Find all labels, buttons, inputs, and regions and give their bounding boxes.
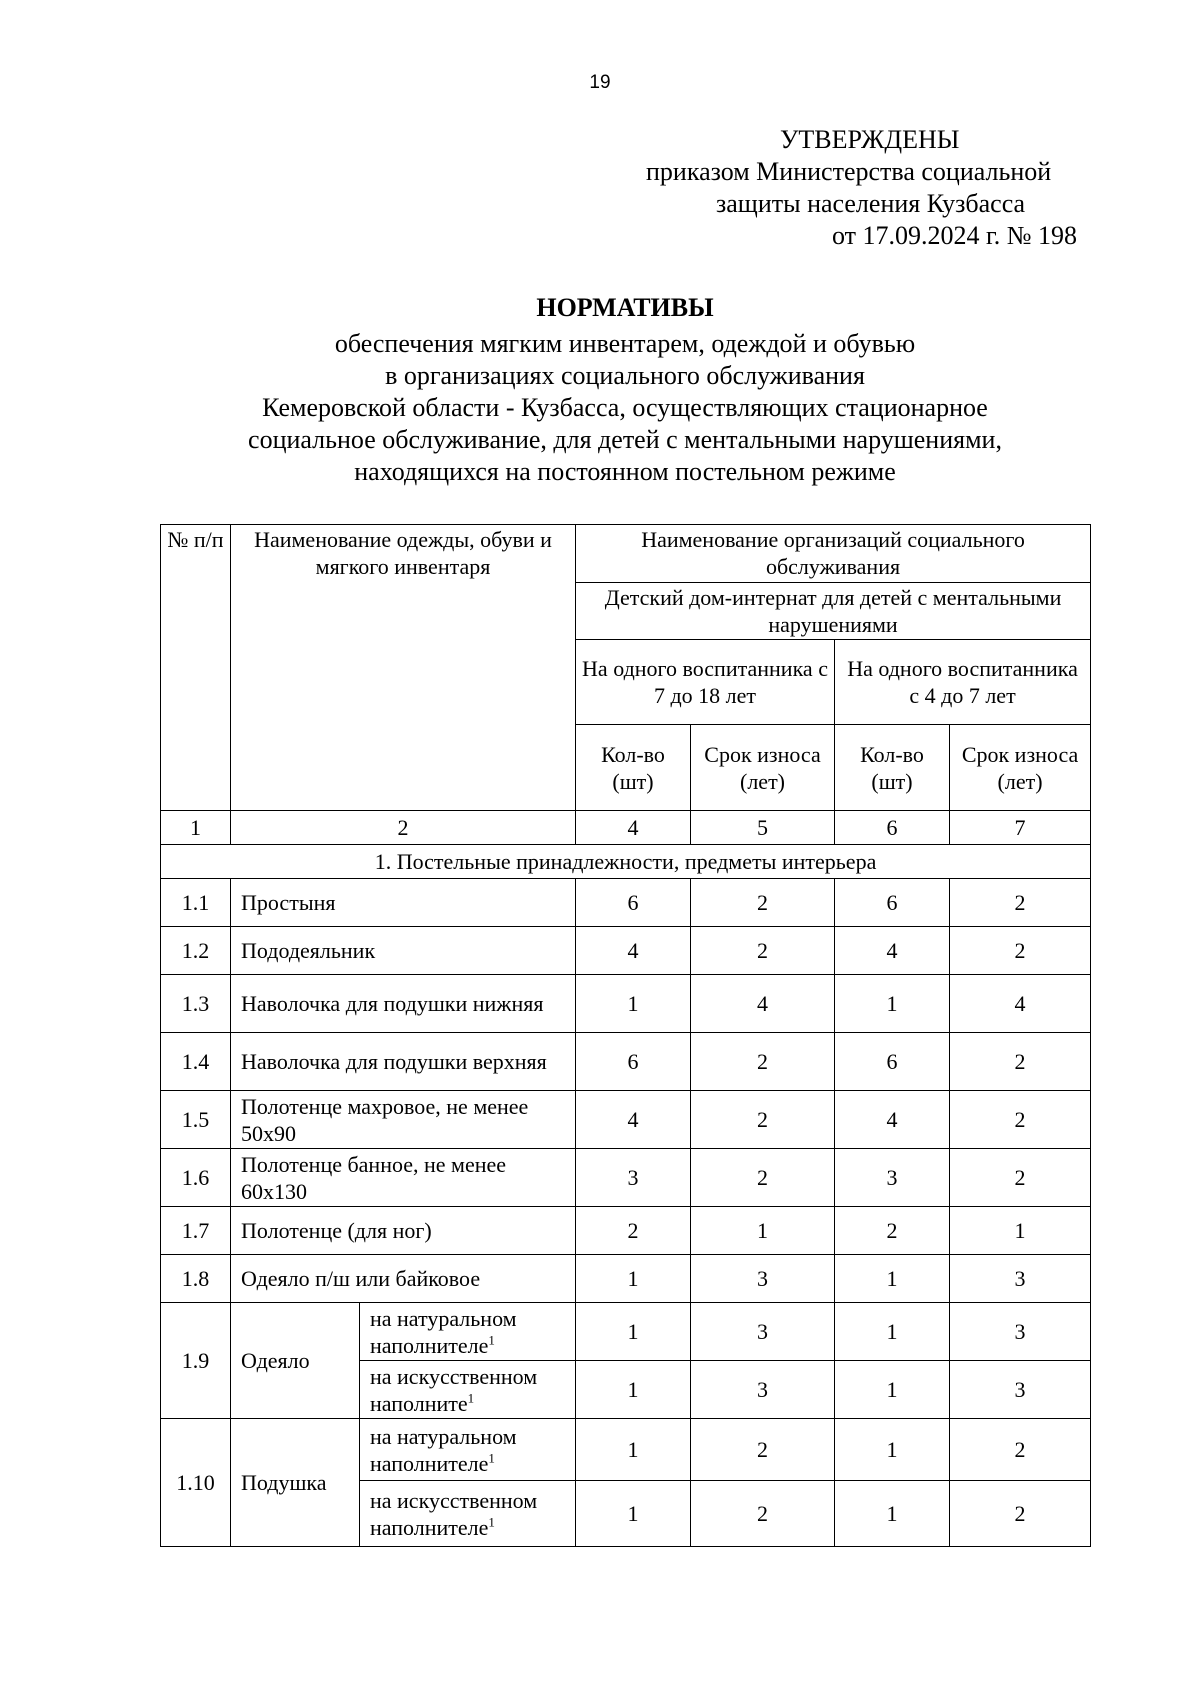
row-value: 3 xyxy=(691,1361,835,1419)
row-subname-text: на искусственном наполнителе xyxy=(370,1487,538,1540)
title-line-3: Кемеровской области - Кузбасса, осуществляющих стационарное xyxy=(262,393,988,422)
row-subname-text: на натуральном наполнителе xyxy=(370,1423,517,1476)
row-value: 4 xyxy=(576,927,691,975)
row-value: 2 xyxy=(950,1419,1091,1481)
row-value: 3 xyxy=(691,1303,835,1361)
table-row xyxy=(161,1303,1091,1361)
row-value: 3 xyxy=(691,1255,835,1303)
title-line-5: находящихся на постоянном постельном режиме xyxy=(354,457,896,486)
row-value: 1 xyxy=(950,1207,1091,1255)
row-value: 3 xyxy=(950,1255,1091,1303)
row-value: 2 xyxy=(691,1149,835,1207)
row-value: 4 xyxy=(950,975,1091,1033)
approval-line-2: приказом Министерства социальной xyxy=(646,157,1052,186)
row-value: 1 xyxy=(576,1361,691,1419)
col-number: 1 xyxy=(161,811,231,845)
row-value: 6 xyxy=(576,879,691,927)
row-value: 2 xyxy=(691,1091,835,1149)
row-value: 1 xyxy=(835,975,950,1033)
row-name: Полотенце (для ног) xyxy=(231,1207,576,1255)
title-line-1: обеспечения мягким инвентарем, одеждой и обувью xyxy=(334,329,916,358)
row-value: 1 xyxy=(835,1361,950,1419)
footnote-mark: 1 xyxy=(488,1450,495,1466)
header-wear-1: Срок износа (лет) xyxy=(691,725,835,811)
row-name: Пододеяльник xyxy=(231,927,576,975)
row-subname-text: на искусственном наполните xyxy=(370,1363,538,1416)
row-name: Одеяло п/ш или байковое xyxy=(231,1255,576,1303)
row-name: Одеяло xyxy=(231,1303,360,1419)
table-row xyxy=(161,975,1091,1033)
row-subname xyxy=(360,1303,576,1361)
row-num: 1.6 xyxy=(161,1149,231,1207)
row-value: 1 xyxy=(576,1419,691,1481)
col-number: 4 xyxy=(576,811,691,845)
row-value: 1 xyxy=(691,1207,835,1255)
row-name: Полотенце банное, не менее 60х130 xyxy=(231,1149,576,1207)
row-num: 1.3 xyxy=(161,975,231,1033)
col-number: 6 xyxy=(835,811,950,845)
col-number: 2 xyxy=(231,811,576,845)
row-value: 2 xyxy=(950,879,1091,927)
row-value: 2 xyxy=(950,1091,1091,1149)
col-number: 5 xyxy=(691,811,835,845)
row-value: 2 xyxy=(691,1033,835,1091)
norms-table xyxy=(160,524,1091,1547)
table-row xyxy=(161,927,1091,975)
row-value: 2 xyxy=(691,1419,835,1481)
row-value: 2 xyxy=(835,1207,950,1255)
row-name: Наволочка для подушки верхняя xyxy=(231,1033,576,1091)
row-value: 3 xyxy=(950,1303,1091,1361)
row-num: 1.5 xyxy=(161,1091,231,1149)
row-value: 6 xyxy=(835,1033,950,1091)
row-value: 3 xyxy=(835,1149,950,1207)
row-num: 1.2 xyxy=(161,927,231,975)
approval-line-4: от 17.09.2024 г. № 198 xyxy=(832,221,1078,250)
row-value: 2 xyxy=(950,927,1091,975)
row-value: 2 xyxy=(691,1481,835,1547)
row-value: 6 xyxy=(576,1033,691,1091)
table-row xyxy=(161,1033,1091,1091)
row-value: 4 xyxy=(835,927,950,975)
approval-line-1: УТВЕРЖДЕНЫ xyxy=(780,125,960,154)
title-line-4: социальное обслуживание, для детей с ментальными нарушениями, xyxy=(248,425,1002,454)
row-value: 2 xyxy=(950,1149,1091,1207)
row-name: Полотенце махровое, не менее 50х90 xyxy=(231,1091,576,1149)
row-num: 1.10 xyxy=(161,1419,231,1547)
row-value: 2 xyxy=(576,1207,691,1255)
row-value: 1 xyxy=(835,1303,950,1361)
header-group-7-18: На одного воспитанника с 7 до 18 лет xyxy=(576,640,835,725)
row-num: 1.1 xyxy=(161,879,231,927)
header-qty-2: Кол-во (шт) xyxy=(835,725,950,811)
row-subname xyxy=(360,1361,576,1419)
header-name: Наименование одежды, обуви и мягкого инвентаря xyxy=(231,525,576,811)
main-title: НОРМАТИВЫ xyxy=(536,293,714,322)
row-value: 2 xyxy=(950,1033,1091,1091)
row-value: 3 xyxy=(576,1149,691,1207)
row-subname xyxy=(360,1419,576,1481)
row-name: Наволочка для подушки нижняя xyxy=(231,975,576,1033)
row-value: 1 xyxy=(835,1481,950,1547)
row-value: 2 xyxy=(950,1481,1091,1547)
row-num: 1.8 xyxy=(161,1255,231,1303)
page-number: 19 xyxy=(589,72,611,93)
section-heading: 1. Постельные принадлежности, предметы интерьера xyxy=(161,845,1091,879)
footnote-mark: 1 xyxy=(488,1332,495,1348)
row-num: 1.7 xyxy=(161,1207,231,1255)
row-value: 6 xyxy=(835,879,950,927)
approval-line-3: защиты населения Кузбасса xyxy=(716,189,1026,218)
row-value: 1 xyxy=(835,1255,950,1303)
row-value: 4 xyxy=(835,1091,950,1149)
row-num: 1.4 xyxy=(161,1033,231,1091)
row-value: 1 xyxy=(576,1303,691,1361)
footnote-mark: 1 xyxy=(467,1390,475,1406)
row-value: 1 xyxy=(576,975,691,1033)
row-name: Простыня xyxy=(231,879,576,927)
row-value: 4 xyxy=(576,1091,691,1149)
col-number: 7 xyxy=(950,811,1091,845)
table-row xyxy=(161,1149,1091,1207)
row-subname-text: на натуральном наполнителе xyxy=(370,1305,517,1358)
row-num: 1.9 xyxy=(161,1303,231,1419)
header-wear-2: Срок износа (лет) xyxy=(950,725,1091,811)
document-title xyxy=(150,292,1100,488)
header-num: № п/п xyxy=(161,525,231,811)
table-row xyxy=(161,1255,1091,1303)
column-numbers-row xyxy=(161,811,1091,845)
row-value: 3 xyxy=(950,1361,1091,1419)
table-row xyxy=(161,1207,1091,1255)
table-row xyxy=(161,1419,1091,1481)
header-org: Наименование организаций социального обслуживания xyxy=(576,525,1091,583)
row-value: 4 xyxy=(691,975,835,1033)
header-qty-1: Кол-во (шт) xyxy=(576,725,691,811)
row-name: Подушка xyxy=(231,1419,360,1547)
table-row xyxy=(161,1091,1091,1149)
row-value: 1 xyxy=(576,1255,691,1303)
footnote-mark: 1 xyxy=(488,1514,495,1530)
table-row xyxy=(161,879,1091,927)
row-value: 2 xyxy=(691,879,835,927)
title-line-2: в организациях социального обслуживания xyxy=(385,361,865,390)
row-value: 1 xyxy=(835,1419,950,1481)
row-subname xyxy=(360,1481,576,1547)
row-value: 2 xyxy=(691,927,835,975)
header-institution: Детский дом-интернат для детей с ментальными нарушениями xyxy=(576,583,1091,640)
header-group-4-7: На одного воспитанника с 4 до 7 лет xyxy=(835,640,1091,725)
row-value: 1 xyxy=(576,1481,691,1547)
